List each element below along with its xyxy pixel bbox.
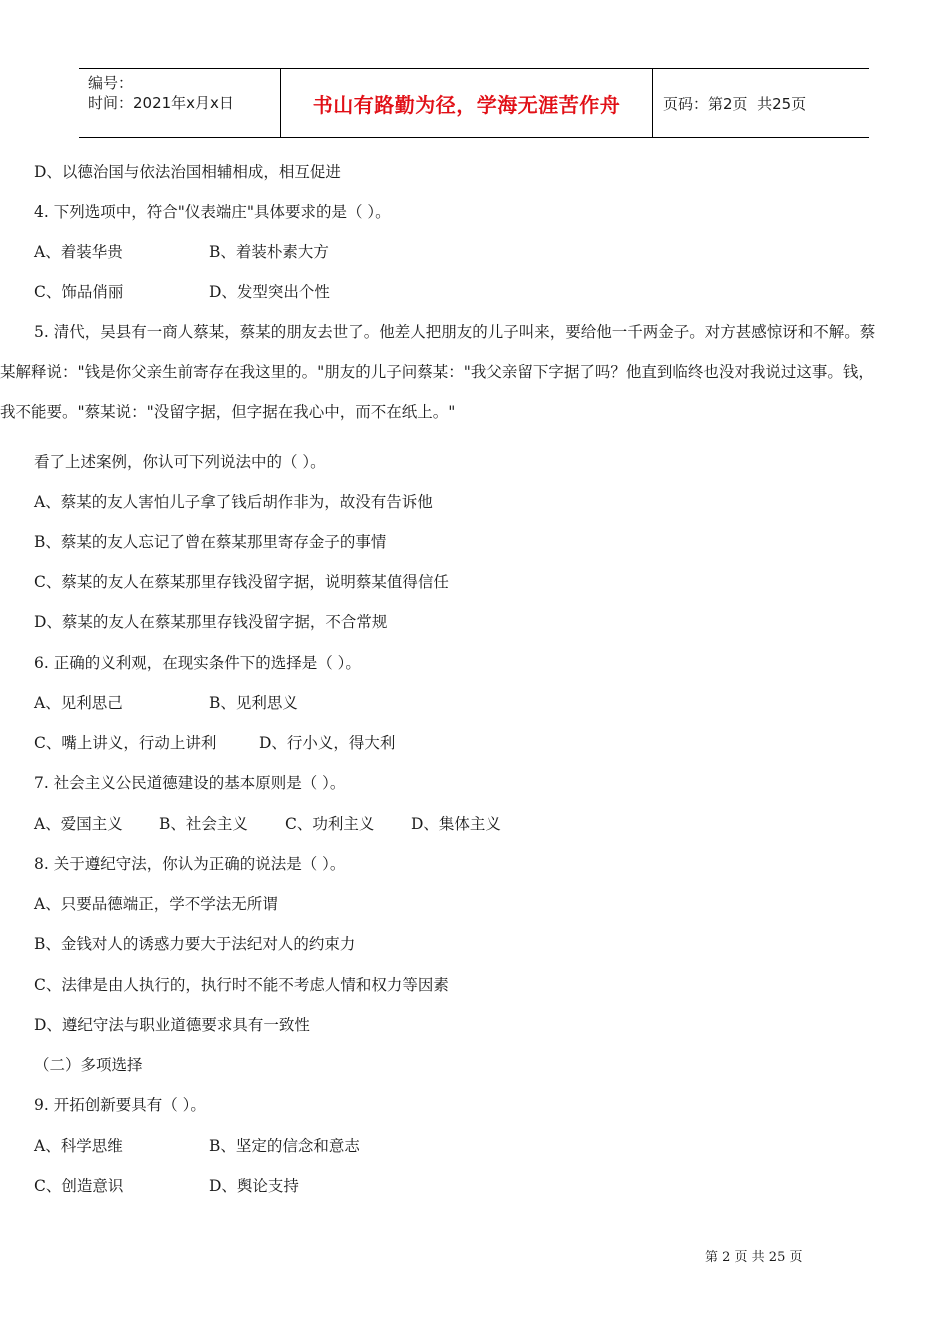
q7-option-d: D、集体主义 xyxy=(411,815,501,833)
q4-option-b: B、着装朴素大方 xyxy=(209,243,329,261)
q7-option-c: C、功利主义 xyxy=(285,815,375,833)
q5-option-c: C、蔡某的友人在蔡某那里存钱没留字据，说明蔡某值得信任 xyxy=(34,573,449,591)
q5-prompt: 看了上述案例，你认可下列说法中的（ ）。 xyxy=(34,453,326,471)
q6-option-b: B、见利思义 xyxy=(209,694,298,712)
question-5-passage xyxy=(0,312,948,432)
question-9: 9. 开拓创新要具有（ ）。 xyxy=(34,1096,206,1114)
q5-option-b: B、蔡某的友人忘记了曾在蔡某那里寄存金子的事情 xyxy=(34,533,387,551)
q8-option-c: C、法律是由人执行的，执行时不能不考虑人情和权力等因素 xyxy=(34,976,449,994)
q9-option-b: B、坚定的信念和意志 xyxy=(209,1137,360,1155)
q9-option-d: D、舆论支持 xyxy=(209,1177,299,1195)
q5-line-1: 5. 清代，吴县有一商人蔡某，蔡某的朋友去世了。他差人把朋友的儿子叫来，要给他一千两金子。对方甚感惊讶和不解。蔡 xyxy=(34,323,876,341)
doc-number-label: 编号： xyxy=(88,74,134,92)
q4-option-c: C、饰品俏丽 xyxy=(34,283,124,301)
q7-options xyxy=(34,814,501,834)
header-motto: 书山有路勤为径，学海无涯苦作舟 xyxy=(312,92,621,117)
q7-option-a: A、爱国主义 xyxy=(34,815,123,833)
q5-option-a: A、蔡某的友人害怕儿子拿了钱后胡作非为，故没有告诉他 xyxy=(34,493,433,511)
q9-option-a: A、科学思维 xyxy=(34,1137,123,1155)
q5-option-d: D、蔡某的友人在蔡某那里存钱没留字据，不合常规 xyxy=(34,613,388,631)
q4-options-ab xyxy=(34,242,329,262)
question-4: 4. 下列选项中，符合"仪表端庄"具体要求的是（ ）。 xyxy=(34,203,391,221)
q4-option-d: D、发型突出个性 xyxy=(209,283,330,301)
q4-options-cd xyxy=(34,282,330,302)
header-page-cell xyxy=(653,69,869,137)
doc-date-label: 时间：2021年x月x日 xyxy=(88,94,234,112)
question-7: 7. 社会主义公民道德建设的基本原则是（ ）。 xyxy=(34,774,346,792)
q9-option-c: C、创造意识 xyxy=(34,1177,124,1195)
q7-option-b: B、社会主义 xyxy=(159,815,248,833)
section-multiple-choice: （二）多项选择 xyxy=(34,1056,143,1074)
q8-option-d: D、遵纪守法与职业道德要求具有一致性 xyxy=(34,1016,310,1034)
question-8: 8. 关于遵纪守法，你认为正确的说法是（ ）。 xyxy=(34,855,346,873)
q9-options-ab xyxy=(34,1136,360,1156)
q5-line-2: 某解释说："钱是你父亲生前寄存在我这里的。"朋友的儿子问蔡某："我父亲留下字据了吗？他直到临终也没对我说过这事。钱， xyxy=(0,363,874,381)
page-footer: 第 2 页 共 25 页 xyxy=(705,1250,803,1265)
header-meta xyxy=(79,69,280,137)
q6-option-d: D、行小义，得大利 xyxy=(259,734,396,752)
q4-option-a: A、着装华贵 xyxy=(34,243,123,261)
q8-option-a: A、只要品德端正，学不学法无所谓 xyxy=(34,895,278,913)
page-header xyxy=(79,68,869,138)
q8-option-b: B、金钱对人的诱惑力要大于法纪对人的约束力 xyxy=(34,935,356,953)
header-page-label: 页码：第2页 共25页 xyxy=(663,94,807,113)
q3-option-d: D、以德治国与依法治国相辅相成，相互促进 xyxy=(34,163,341,181)
q6-option-a: A、见利思己 xyxy=(34,694,123,712)
q9-options-cd xyxy=(34,1176,299,1196)
question-6: 6. 正确的义利观，在现实条件下的选择是（ ）。 xyxy=(34,654,361,672)
q5-line-3: 我不能要。"蔡某说："没留字据，但字据在我心中，而不在纸上。" xyxy=(0,403,456,421)
q6-options-ab xyxy=(34,693,298,713)
q6-options-cd xyxy=(34,733,395,753)
header-motto-cell xyxy=(280,69,653,137)
q6-option-c: C、嘴上讲义，行动上讲利 xyxy=(34,734,217,752)
